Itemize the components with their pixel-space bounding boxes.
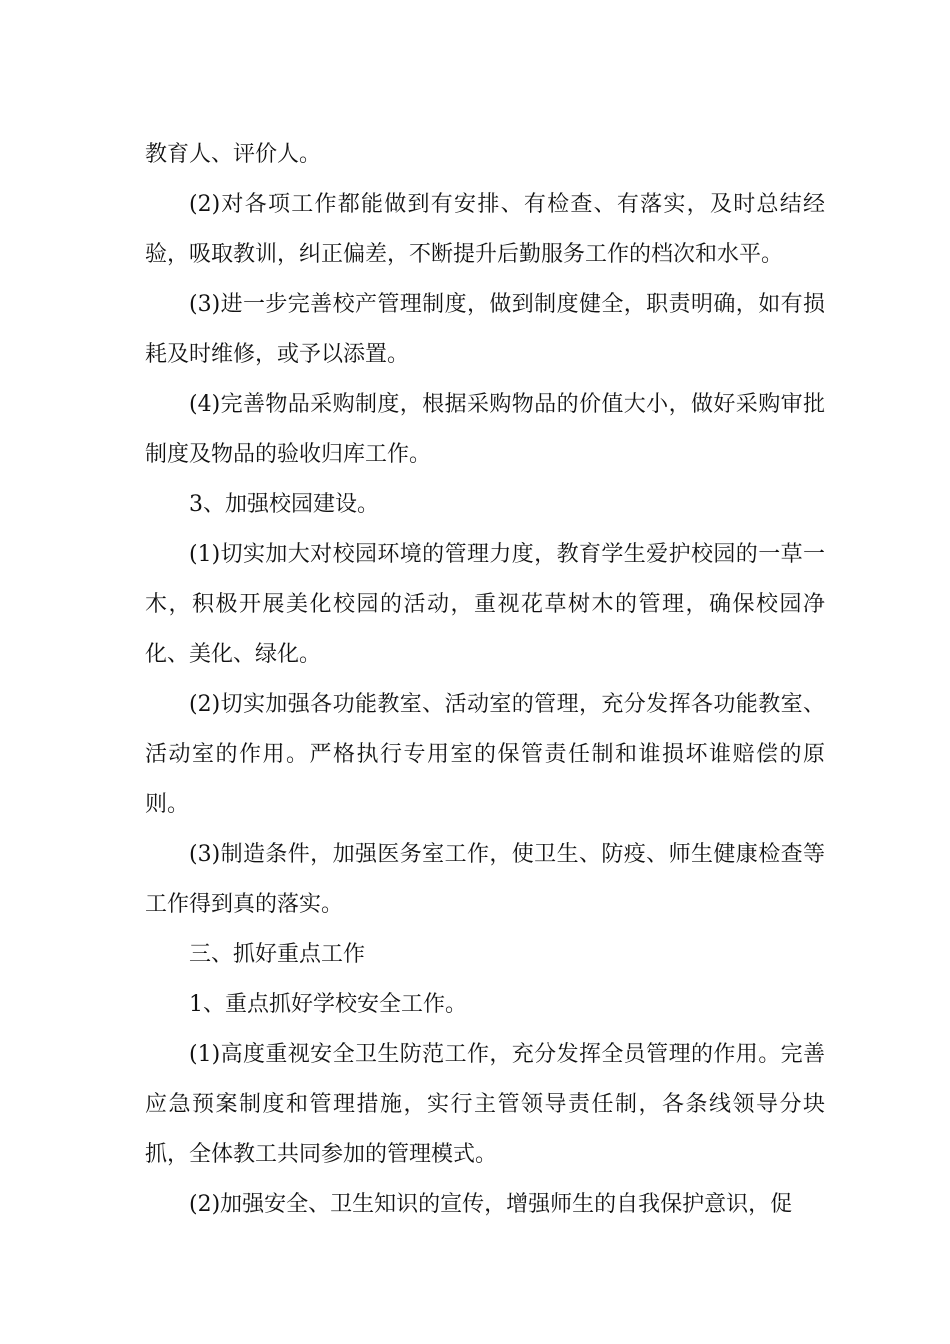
paragraph-4: (4)完善物品采购制度，根据采购物品的价值大小，做好采购审批制度及物品的验收归库工作。	[145, 392, 825, 467]
paragraph-1: 教育人、评价人。	[145, 142, 322, 167]
paragraph-11: (1)高度重视安全卫生防范工作，充分发挥全员管理的作用。完善应急预案制度和管理措施，实行主管领导责任制，各条线领导分块抓，全体教工共同参加的管理模式。	[145, 1042, 825, 1167]
document-body	[145, 130, 825, 1230]
paragraph-7: (2)切实加强各功能教室、活动室的管理，充分发挥各功能教室、活动室的作用。严格执行专用室的保管责任制和谁损坏谁赔偿的原则。	[145, 692, 825, 817]
section-heading-campus: 3、加强校园建设。	[189, 492, 379, 517]
subsection-heading-safety: 1、重点抓好学校安全工作。	[189, 992, 467, 1017]
paragraph-12: (2)加强安全、卫生知识的宣传，增强师生的自我保护意识，促	[189, 1192, 793, 1217]
paragraph-2: (2)对各项工作都能做到有安排、有检查、有落实，及时总结经验，吸取教训，纠正偏差，不断提升后勤服务工作的档次和水平。	[145, 192, 825, 267]
paragraph-6: (1)切实加大对校园环境的管理力度，教育学生爱护校园的一草一木，积极开展美化校园的活动，重视花草树木的管理，确保校园净化、美化、绿化。	[145, 542, 825, 667]
section-heading-key-work: 三、抓好重点工作	[189, 942, 366, 967]
paragraph-8: (3)制造条件，加强医务室工作，使卫生、防疫、师生健康检查等工作得到真的落实。	[145, 842, 825, 917]
paragraph-3: (3)进一步完善校产管理制度，做到制度健全，职责明确，如有损耗及时维修，或予以添置。	[145, 292, 825, 367]
